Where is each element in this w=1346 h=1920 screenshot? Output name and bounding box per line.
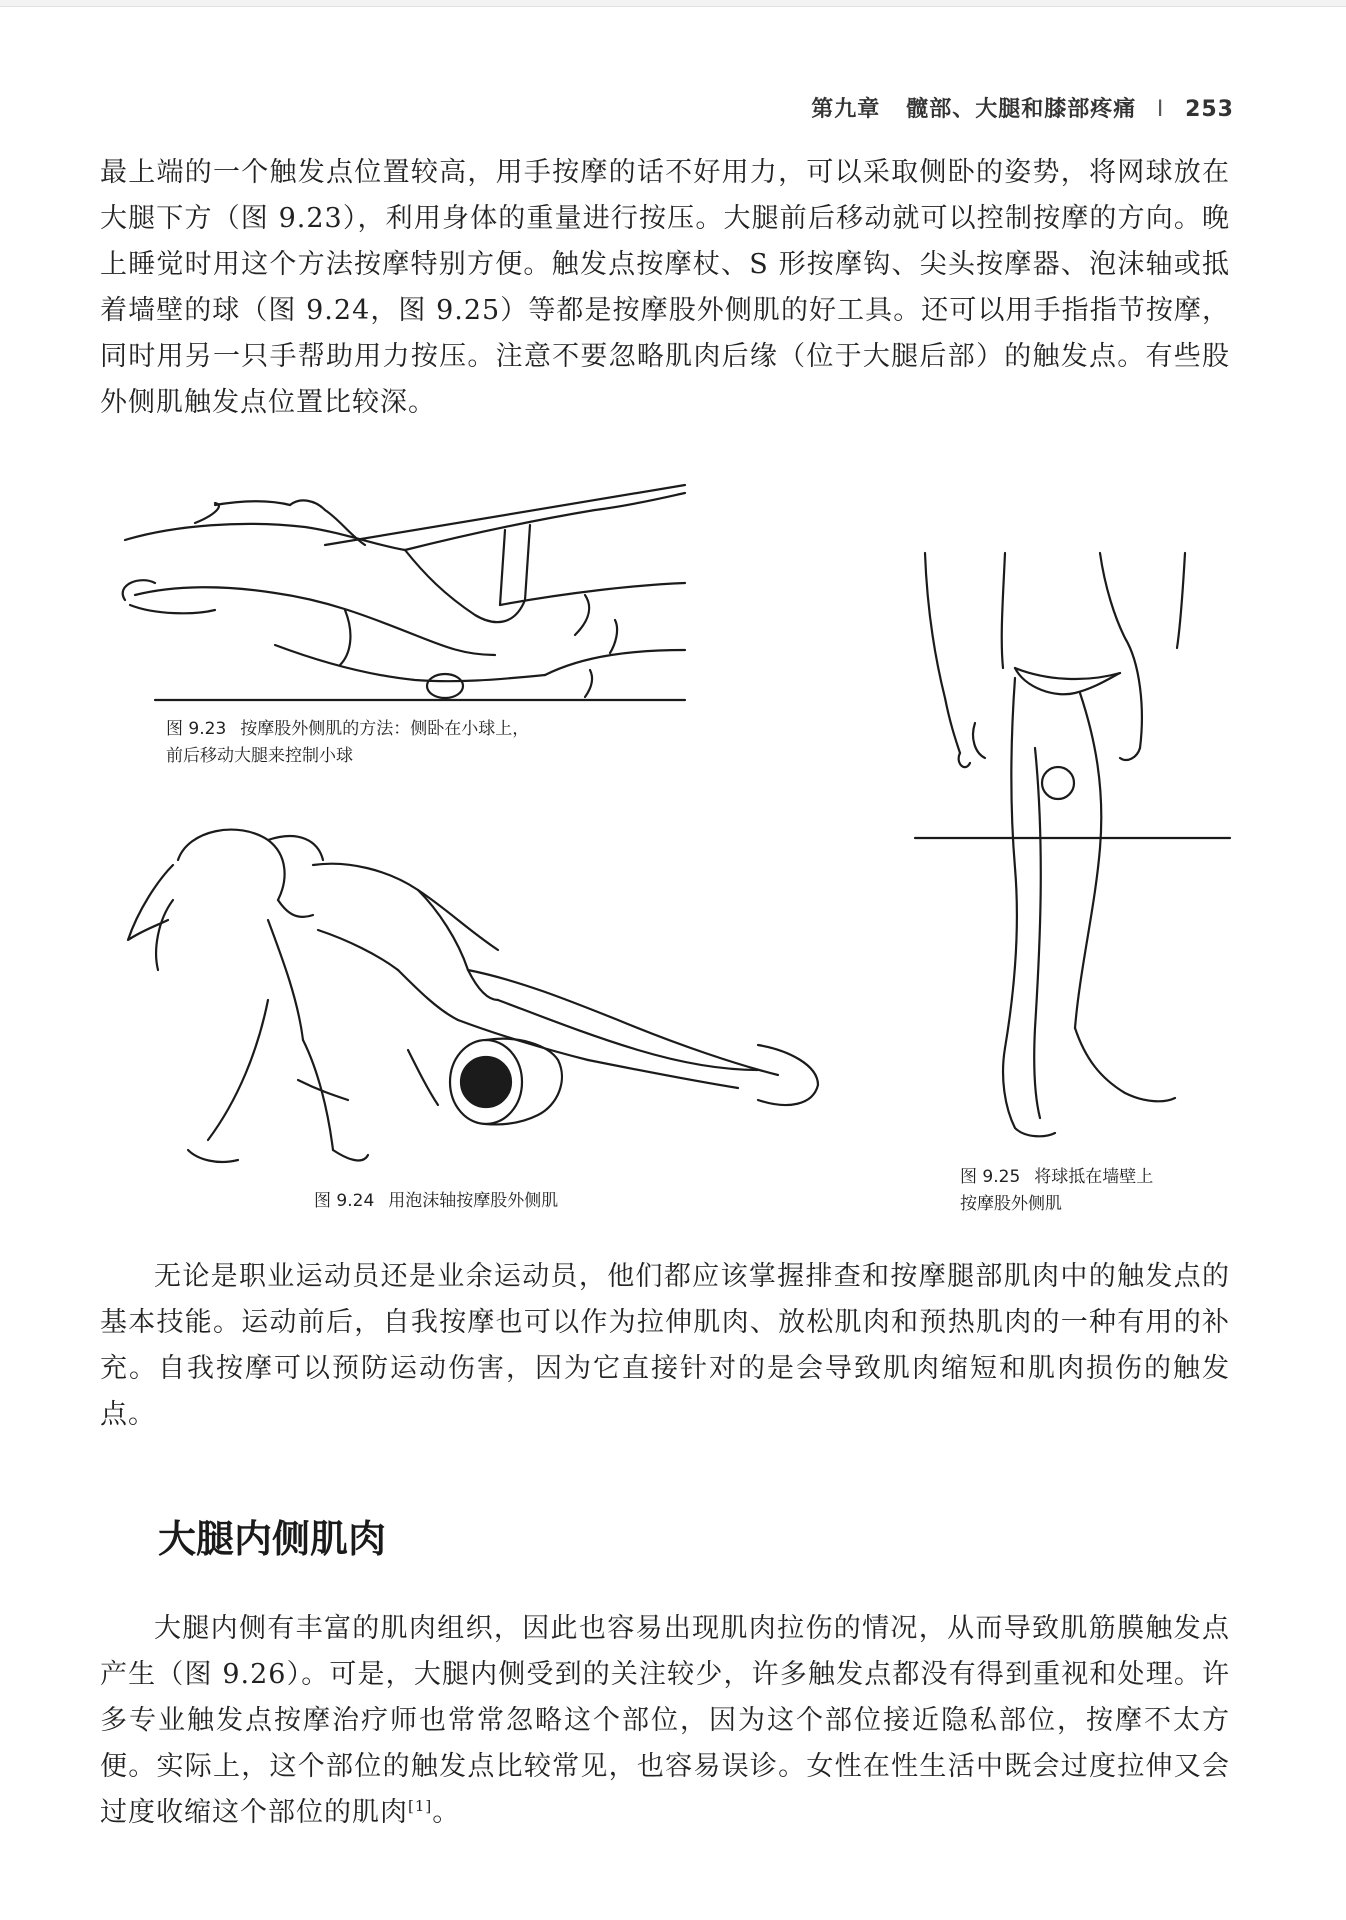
figure-9-25-illustration [915,548,1235,1148]
figure-9-24-caption-text: 用泡沫轴按摩股外侧肌 [388,1191,559,1211]
paragraph-3 [100,1606,1230,1836]
paragraph-3-text: 大腿内侧有丰富的肌肉组织，因此也容易出现肌肉拉伤的情况，从而导致肌筋膜触发点产生（图 9.26）。可是，大腿内侧受到的关注较少，许多触发点都没有得到重视和处理。许多专业触发点按摩治疗师也常常忽略这个部位，因为这个部位接近隐私部位，按摩不太方便。实际上，这个部位的触发点比较常见，也容易误诊。女性在性生活中既会过度拉伸又会过度收缩这个部位的肌肉 [100,1613,1230,1828]
figure-9-23-caption-line2: 前后移动大腿来控制小球 [166,746,353,766]
figure-9-23-illustration [115,475,695,715]
figure-9-25-caption-line2: 按摩股外侧肌 [960,1194,1062,1214]
chapter-title: 髋部、大腿和膝部疼痛 [906,97,1137,122]
figure-9-23-number: 图 9.23 [166,719,227,739]
figure-9-23-caption-line1: 按摩股外侧肌的方法：侧卧在小球上， [240,719,530,739]
figure-9-24-number: 图 9.24 [314,1191,375,1211]
page-number: 253 [1185,97,1234,122]
paragraph-2: 无论是职业运动员还是业余运动员，他们都应该掌握排查和按摩腿部肌肉中的触发点的基本技能。运动前后，自我按摩也可以作为拉伸肌肉、放松肌肉和预热肌肉的一种有用的补充。自我按摩可以预防运动伤害，因为它直接针对的是会导致肌肉缩短和肌肉损伤的触发点。 [100,1261,1230,1430]
figure-9-25-caption-line1: 将球抵在墙壁上 [1034,1167,1154,1187]
figure-9-25-caption [960,1164,1153,1218]
header-separator: I [1156,97,1165,122]
figure-9-25-number: 图 9.25 [960,1167,1021,1187]
paragraph-3-end: 。 [432,1797,461,1828]
running-header [811,92,1234,123]
figure-9-23-caption [166,716,529,770]
page-top-edge [0,0,1346,7]
citation-ref: [1] [408,1797,433,1815]
chapter-label: 第九章 [811,97,881,122]
section-heading: 大腿内侧肌肉 [158,1517,387,1561]
figure-9-24-illustration [118,820,838,1180]
paragraph-1: 最上端的一个触发点位置较高，用手按摩的话不好用力，可以采取侧卧的姿势，将网球放在大腿下方（图 9.23），利用身体的重量进行按压。大腿前后移动就可以控制按摩的方向。晚上睡觉时用这个方法按摩特别方便。触发点按摩杖、S 形按摩钩、尖头按摩器、泡沫轴或抵着墙壁的球（图 9.24，图 9.25）等都是按摩股外侧肌的好工具。还可以用手指指节按摩，同时用另一只手帮助用力按压。注意不要忽略肌肉后缘（位于大腿后部）的触发点。有些股外侧肌触发点位置比较深。 [100,157,1230,418]
figure-9-24-caption [314,1188,558,1215]
